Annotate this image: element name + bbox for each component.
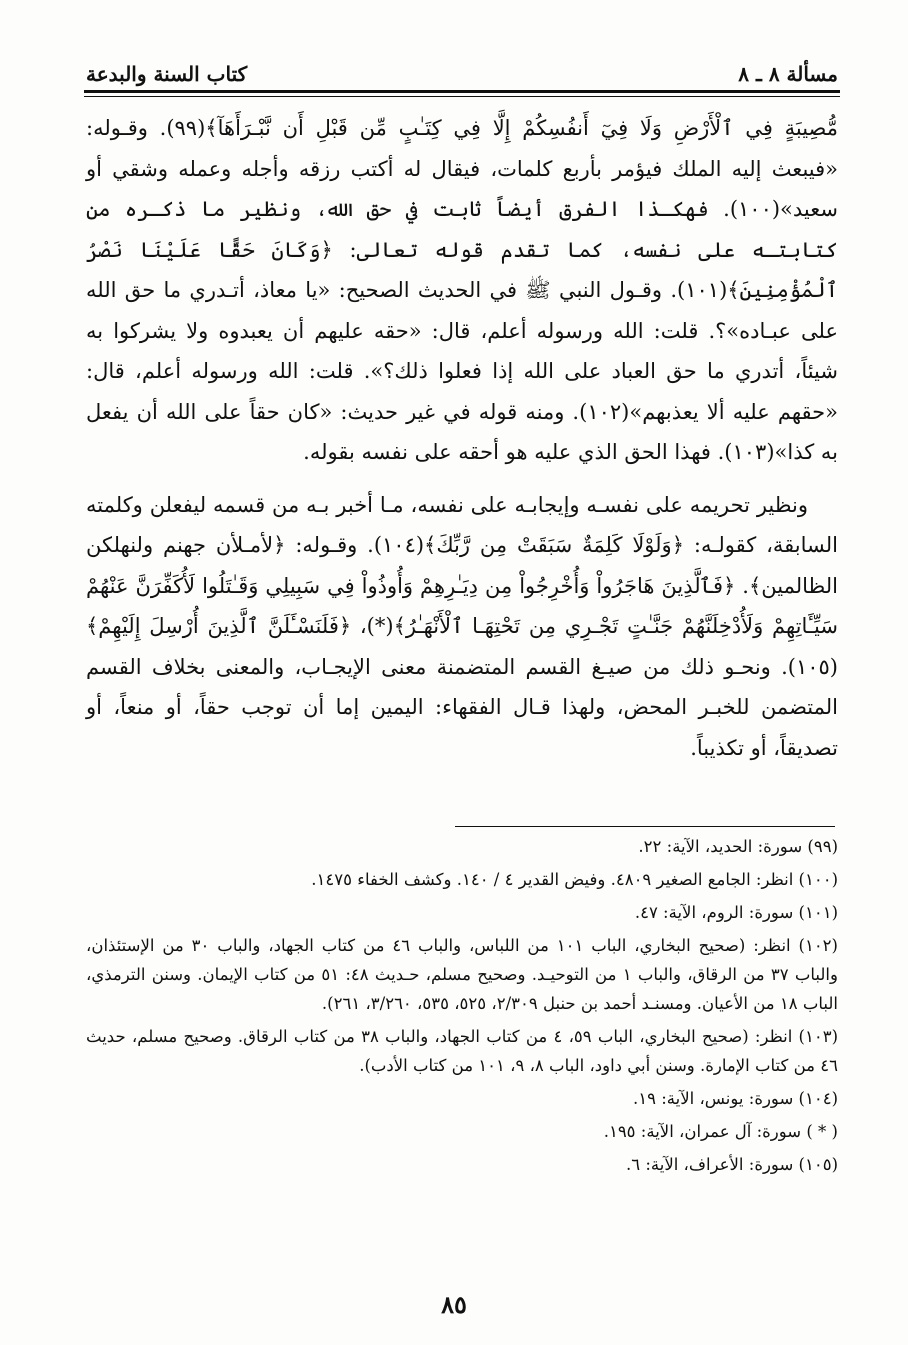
footnote-104: (١٠٤) سورة: يونس، الآية: ١٩. (632, 1089, 838, 1108)
footnote-separator (455, 826, 835, 827)
footnote-99: (٩٩) سورة: الحديد، الآية: ٢٢. (638, 837, 838, 856)
main-text (86, 108, 838, 768)
paragraph-2: ونظير تحريمه على نفسـه وإيجابـه على نفسه، مـا أخبر بـه من قسمه ليفعلن وكلمته السابقة، كقولـه: ﴿وَلَوْلَا كَلِمَةٌ سَبَقَتْ مِن رَّبِّكَ﴾(١٠٤). وقـوله: ﴿لأمـلأن جهنم ولنهلكن الظالمين﴾. ﴿فَٱلَّذِينَ هَاجَرُواْ وَأُخْرِجُواْ مِن دِيَـٰرِهِمْ وَأُوذُواْ فِي سَبِيلِي وَقَـٰتَلُوا لَأُكَفِّرَنَّ عَنْهُمْ سَيِّـَٔاتِهِمْ وَلَأُدْخِلَنَّهُمْ جَنَّـٰتٍ تَجْـرِي مِن تَحْتِهَـا ٱلْأَنْهَـٰرُ﴾(*)، ﴿فَلَنَسْـَٔلَنَّ ٱلَّذِينَ أُرْسِلَ إِلَيْهِمْ﴾(١٠٥). ونحـو ذلك من صيـغ القسم المتضمنة معنى الإيجـاب، والمعنى بخلاف القسم المتضمن للخبـر المحض، ولهذا قـال الفقهاء: اليمين إما أن توجب حقاً، أو منعاً، أو تصديقاً، أو تكذيباً. (86, 492, 838, 760)
footnote-star: ( * ) سورة: آل عمران، الآية: ١٩٥. (603, 1122, 838, 1141)
header-issue-number: مسألة ٨ ـ ٨ (738, 62, 838, 86)
header-rule-thin (84, 96, 840, 97)
footnote-100: (١٠٠) انظر: الجامع الصغير ٤٨٠٩. وفيض القدير ٤ / ١٤٠. وكشف الخفاء ١٤٧٥. (311, 870, 838, 889)
page-number: ٨٥ (441, 1290, 467, 1319)
footnote-102: (١٠٢) انظر: (صحيح البخاري، الباب ١٠١ من اللباس، والباب ٤٦ من كتاب الجهاد، والباب ٣٠ من الإستئذان، والباب ٣٧ من الرقاق، والباب ١ من التوحيـد. وصحيح مسلم، حـديث ٤٨: ٥١ من كتاب الإيمان. وسنن الترمذي، الباب ١٨ من الأعيان. ومسنـد أحمد بن حنبل ٢/٣٠٩، ٥٢٥، ٥٣٥، ٣/٢٦٠، ٢٦١). (86, 936, 838, 1013)
header-rule-thick (84, 90, 840, 93)
footnotes (86, 832, 838, 1183)
header-book-title: كتاب السنة والبدعة (86, 62, 248, 86)
footnote-103: (١٠٣) انظر: (صحيح البخاري، الباب ٥٩، ٤ من كتاب الجهاد، والباب ٣٨ من كتاب الرقاق. وصحيح مسلم، حديث ٤٦ من كتاب الإمارة. وسنن أبي داود، الباب ٨، ٩، ١٠١ من كتاب الأدب). (86, 1027, 838, 1075)
footnote-101: (١٠١) سورة: الروم، الآية: ٤٧. (634, 903, 838, 922)
running-header (86, 52, 838, 86)
paragraph-1: مُّصِيبَةٍ فِي ٱلْأَرْضِ وَلَا فِيٓ أَنفُسِكُمْ إِلَّا فِي كِتَـٰبٍ مِّن قَبْلِ أَن نَّبْـرَأَهَآ﴾(٩٩). وقـوله: «فيبعث إليه الملك فيؤمر بأربع كلمات، فيقال له أكتب رزقه وأجله وعمله وشقي أو سعيد»(١٠٠). فهكـذا الفرق أيضاً ثابت في حق الله، ونظير ما ذكـره من كتابتـه على نفسه، كما تقدم قوله تعالى: ﴿وَكَانَ حَقًّا عَلَيْنَا نَصْرُ ٱلْمُؤْمِنِينَ﴾(١٠١). وقـول النبي ﷺ في الحديث الصحيح: «يا معاذ، أتـدري ما حق الله على عبـاده»؟. قلت: الله ورسوله أعلم، قال: «حقه عليهم أن يعبدوه ولا يشركوا به شيئاً، أتدري ما حق العباد على الله إذا فعلوا ذلك؟». قلت: الله ورسوله أعلم، قال: «حقهم عليه ألا يعذبهم»(١٠٢). ومنه قوله في غير حديث: «كان حقاً على الله أن يفعل به كذا»(١٠٣). فهذا الحق الذي عليه هو أحقه على نفسه بقوله. (86, 116, 838, 464)
footnote-105: (١٠٥) سورة: الأعراف، الآية: ٦. (625, 1155, 838, 1174)
